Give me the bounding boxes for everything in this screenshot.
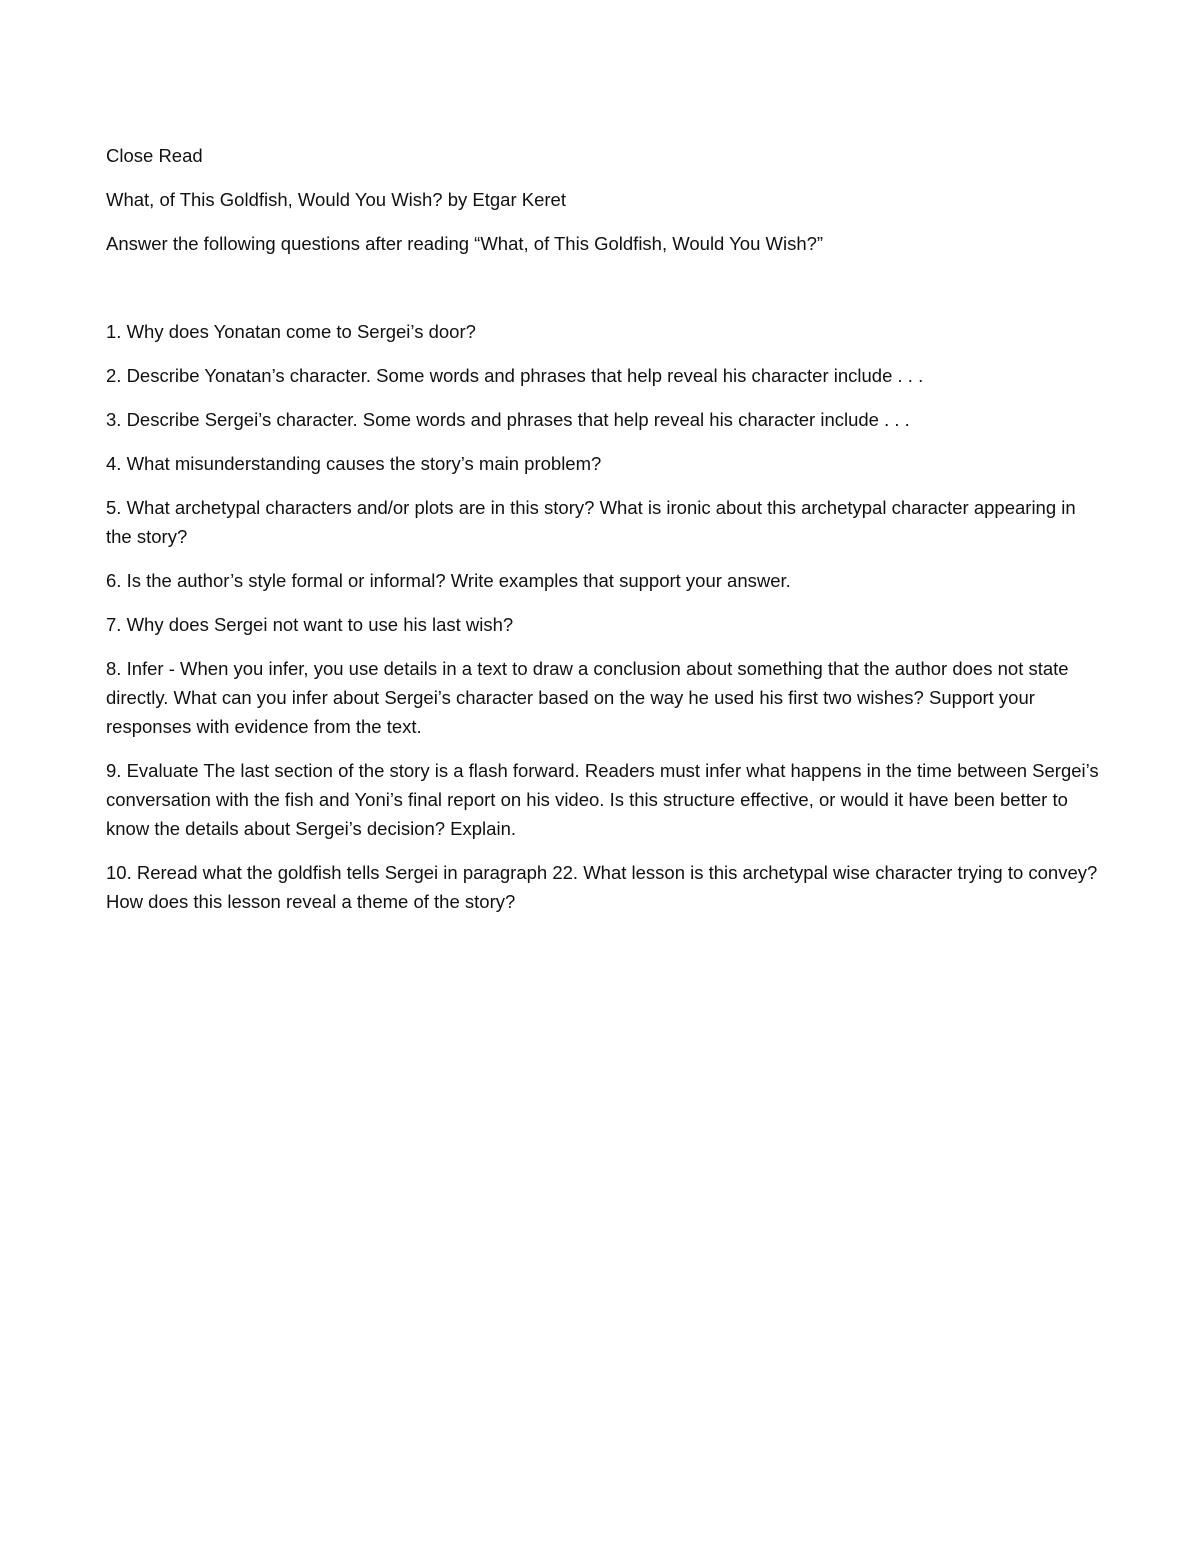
question-9: 9. Evaluate The last section of the story is a flash forward. Readers must infer what happens in the time between Sergei’s conversation with the fish and Yoni’s final report on his video. Is this structure effective, or would it have been better to know the details about Sergei’s decision? Explain. [106,760,1099,839]
document-body [106,141,1106,931]
question-2: 2. Describe Yonatan’s character. Some words and phrases that help reveal his character include . . . [106,365,924,386]
question-4: 4. What misunderstanding causes the story’s main problem? [106,453,602,474]
document-instructions: Answer the following questions after reading “What, of This Goldfish, Would You Wish?” [106,233,824,254]
question-10: 10. Reread what the goldfish tells Sergei in paragraph 22. What lesson is this archetypal wise character trying to convey? How does this lesson reveal a theme of the story? [106,862,1098,912]
document-title: What, of This Goldfish, Would You Wish? by Etgar Keret [106,189,566,210]
spacer [106,273,1106,317]
document-label: Close Read [106,145,203,166]
question-5: 5. What archetypal characters and/or plots are in this story? What is ironic about this archetypal character appearing in the story? [106,497,1076,547]
question-8: 8. Infer - When you infer, you use details in a text to draw a conclusion about something that the author does not state directly. What can you infer about Sergei’s character based on the way he used his first two wishes? Support your responses with evidence from the text. [106,658,1069,737]
question-list [106,317,1106,916]
question-3: 3. Describe Sergei’s character. Some words and phrases that help reveal his character include . . . [106,409,910,430]
question-6: 6. Is the author’s style formal or informal? Write examples that support your answer. [106,570,791,591]
question-7: 7. Why does Sergei not want to use his last wish? [106,614,514,635]
question-1: 1. Why does Yonatan come to Sergei’s door? [106,321,476,342]
